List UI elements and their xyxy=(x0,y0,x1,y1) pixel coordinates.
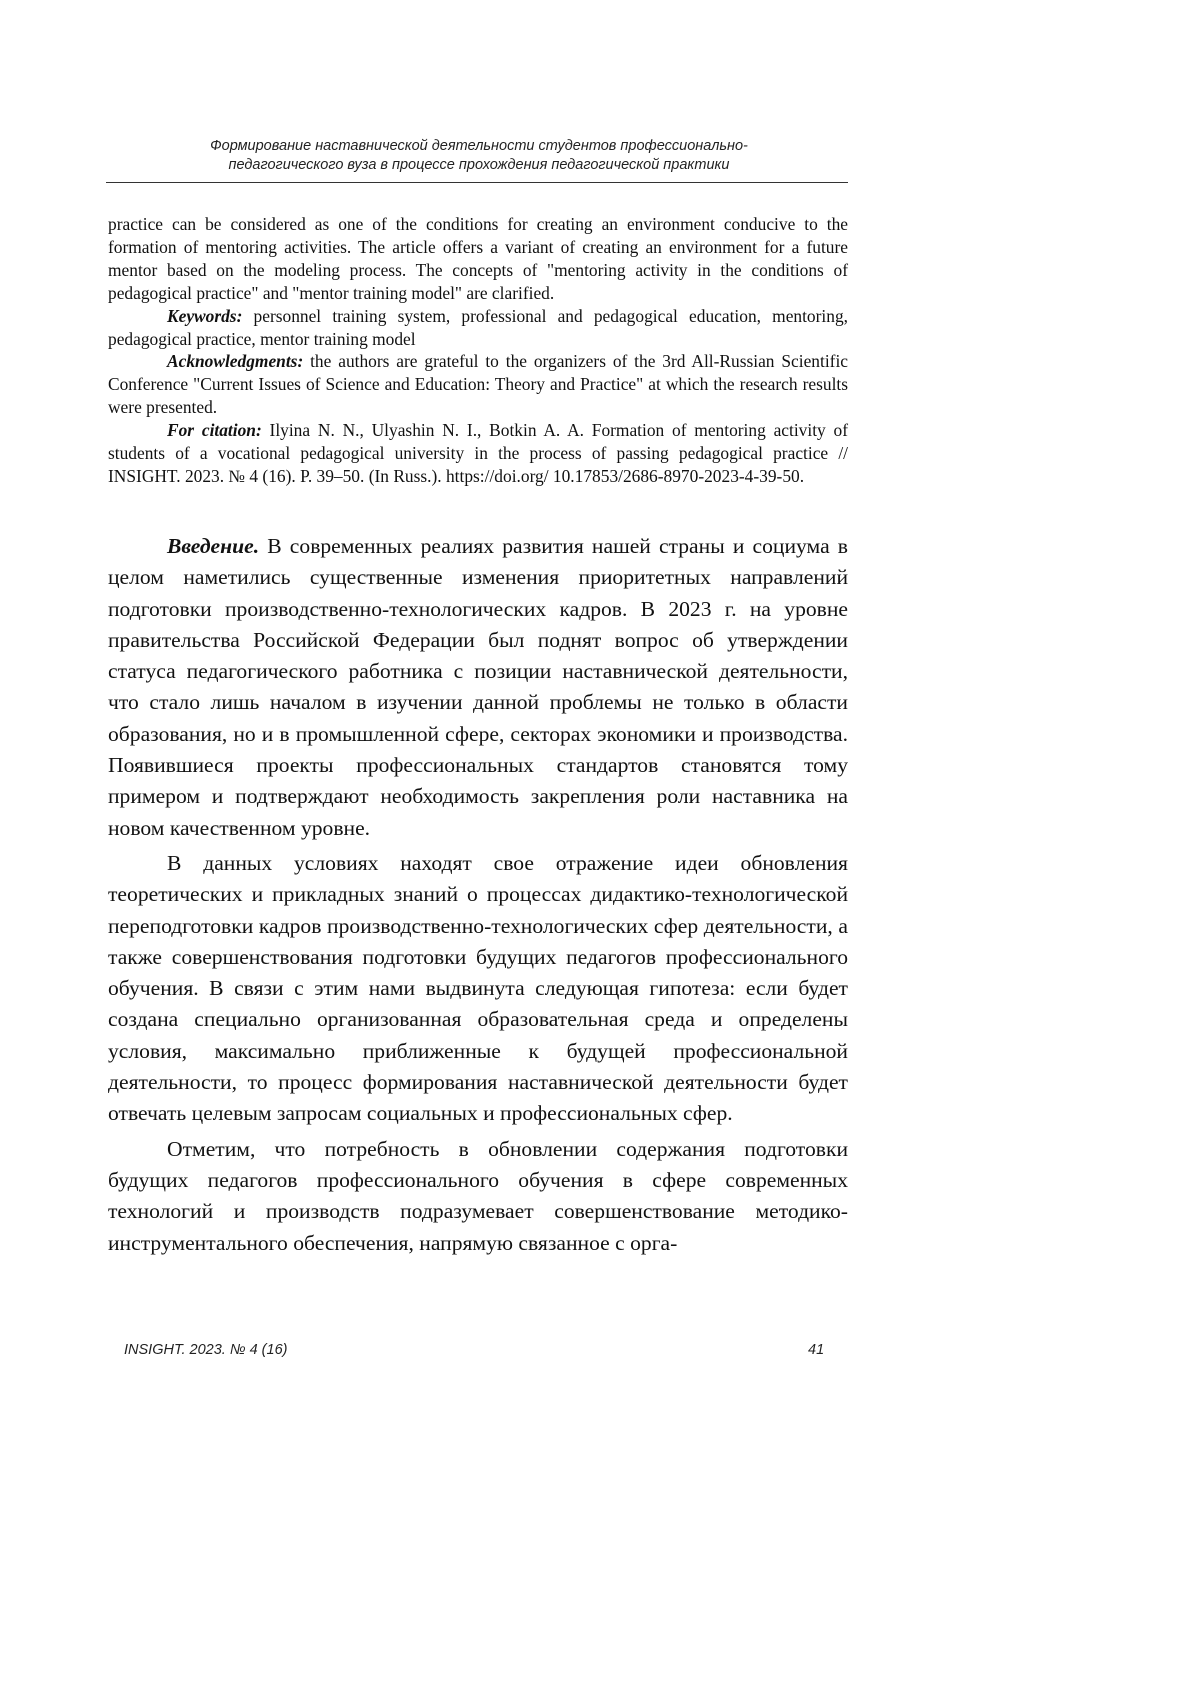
abstract-block xyxy=(108,213,848,488)
header-rule xyxy=(106,182,848,183)
introduction-paragraph xyxy=(108,531,848,844)
acknowledgments-paragraph xyxy=(108,350,848,419)
keywords-label: Keywords: xyxy=(167,305,243,326)
body-paragraph-3: Отметим, что потребность в обновлении содержания подготовки будущих педагогов профессионального обучения в сфере современных технологий и производств подразумевает совершенствование методико-инструментального обеспечения, напрямую связанное с орга- xyxy=(108,1136,848,1255)
keywords-text: personnel training system, professional and pedagogical education, mentoring, pedagogical practice, mentor training model xyxy=(108,305,848,349)
acknowledgments-label: Acknowledgments: xyxy=(167,351,304,372)
citation-paragraph xyxy=(108,419,848,488)
running-head-line-2: педагогического вуза в процессе прохождения педагогической практики xyxy=(228,157,730,173)
running-head-line-1: Формирование наставнической деятельности студентов профессионально- xyxy=(210,138,748,154)
page-number: 41 xyxy=(808,1342,825,1358)
introduction-text: В современных реалиях развития нашей страны и социума в целом наметились существенные изменения приоритетных направлений подготовки производственно-технологических кадров. В 2023 г. на уровне правительства Российской Федерации был поднят вопрос об утверждении статуса педагогического работника с позиции наставнической деятельности, что стало лишь началом в изучении данной проблемы не только в области образования, но и в промышленной сфере, секторах экономики и производства. Появившиеся проекты профессиональных стандартов становятся тому примером и подтверждают необходимость закрепления роли наставника на новом качественном уровне. xyxy=(108,534,848,840)
citation-label: For citation: xyxy=(167,420,262,441)
main-text xyxy=(108,531,848,1263)
introduction-heading: Введение. xyxy=(167,534,260,558)
footer-journal: INSIGHT. 2023. № 4 (16) xyxy=(124,1342,288,1358)
abstract-text: practice can be considered as one of the conditions for creating an environment conducive to the formation of mentoring activities. The article offers a variant of creating an environment for a future mentor based on the modeling process. The concepts of "mentoring activity in the conditions of pedagogical practice" and "mentor training model" are clarified. xyxy=(108,214,848,303)
body-paragraph-2: В данных условиях находят свое отражение идеи обновления теоретических и прикладных знаний о процессах дидактико-технологической переподготовки кадров производственно-технологических сфер деятельности, а также совершенствования подготовки будущих педагогов профессионального обучения. В связи с этим нами выдвинута следующая гипотеза: если будет создана специально организованная образовательная среда и определены условия, максимально приближенные к будущей профессиональной деятельности, то процесс формирования наставнической деятельности будет отвечать целевым запросам социальных и профессиональных сфер. xyxy=(108,850,848,1126)
keywords-paragraph xyxy=(108,305,848,351)
acknowledgments-text: the authors are grateful to the organizers of the 3rd All-Russian Scientific Conference "Current Issues of Science and Education: Theory and Practice" at which the research results were presented. xyxy=(108,351,848,418)
running-head xyxy=(108,137,850,175)
citation-text: Ilyina N. N., Ulyashin N. I., Botkin A. A. Formation of mentoring activity of students of a vocational pedagogical university in the process of passing pedagogical practice // INSIGHT. 2023. № 4 (16). P. 39–50. (In Russ.). https://doi.org/ 10.17853/2686-8970-2023-4-39-50. xyxy=(108,420,848,486)
